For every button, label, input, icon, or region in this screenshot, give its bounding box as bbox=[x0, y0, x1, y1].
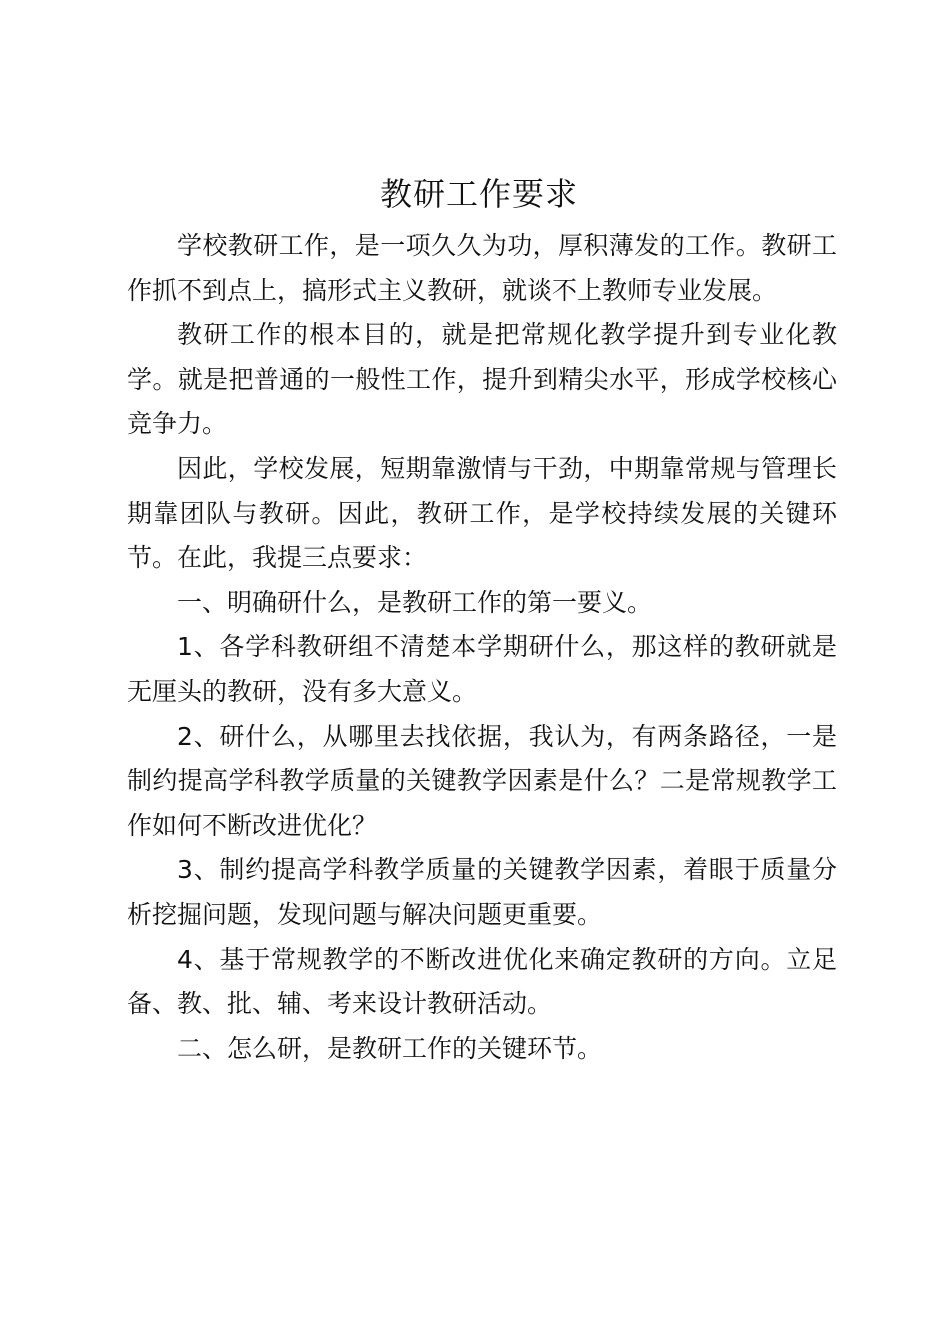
list-item-3: 3、制约提高学科教学质量的关键教学因素，着眼于质量分析挖掘问题，发现问题与解决问题更重要。 bbox=[127, 855, 837, 929]
section-heading-two: 二、怎么研，是教研工作的关键环节。 bbox=[177, 1033, 603, 1063]
section-heading-one: 一、明确研什么，是教研工作的第一要义。 bbox=[177, 587, 653, 617]
list-item-1: 1、各学科教研组不清楚本学期研什么，那这样的教研就是无厘头的教研，没有多大意义。 bbox=[127, 632, 837, 706]
paragraph-development: 因此，学校发展，短期靠激情与干劲，中期靠常规与管理长期靠团队与教研。因此，教研工作，是学校持续发展的关键环节。在此，我提三点要求： bbox=[127, 453, 837, 573]
document-title: 教研工作要求 bbox=[379, 175, 578, 213]
document-body bbox=[127, 224, 837, 1071]
paragraph-purpose: 教研工作的根本目的，就是把常规化教学提升到专业化教学。就是把普通的一般性工作，提升到精尖水平，形成学校核心竞争力。 bbox=[127, 320, 837, 439]
list-item-4: 4、基于常规教学的不断改进优化来确定教研的方向。立足备、教、批、辅、考来设计教研活动。 bbox=[127, 944, 837, 1019]
paragraph-intro: 学校教研工作，是一项久久为功，厚积薄发的工作。教研工作抓不到点上，搞形式主义教研，就谈不上教师专业发展。 bbox=[127, 231, 837, 305]
list-item-2: 2、研什么，从哪里去找依据，我认为，有两条路径，一是制约提高学科教学质量的关键教学因素是什么？二是常规教学工作如何不断改进优化？ bbox=[127, 721, 837, 840]
